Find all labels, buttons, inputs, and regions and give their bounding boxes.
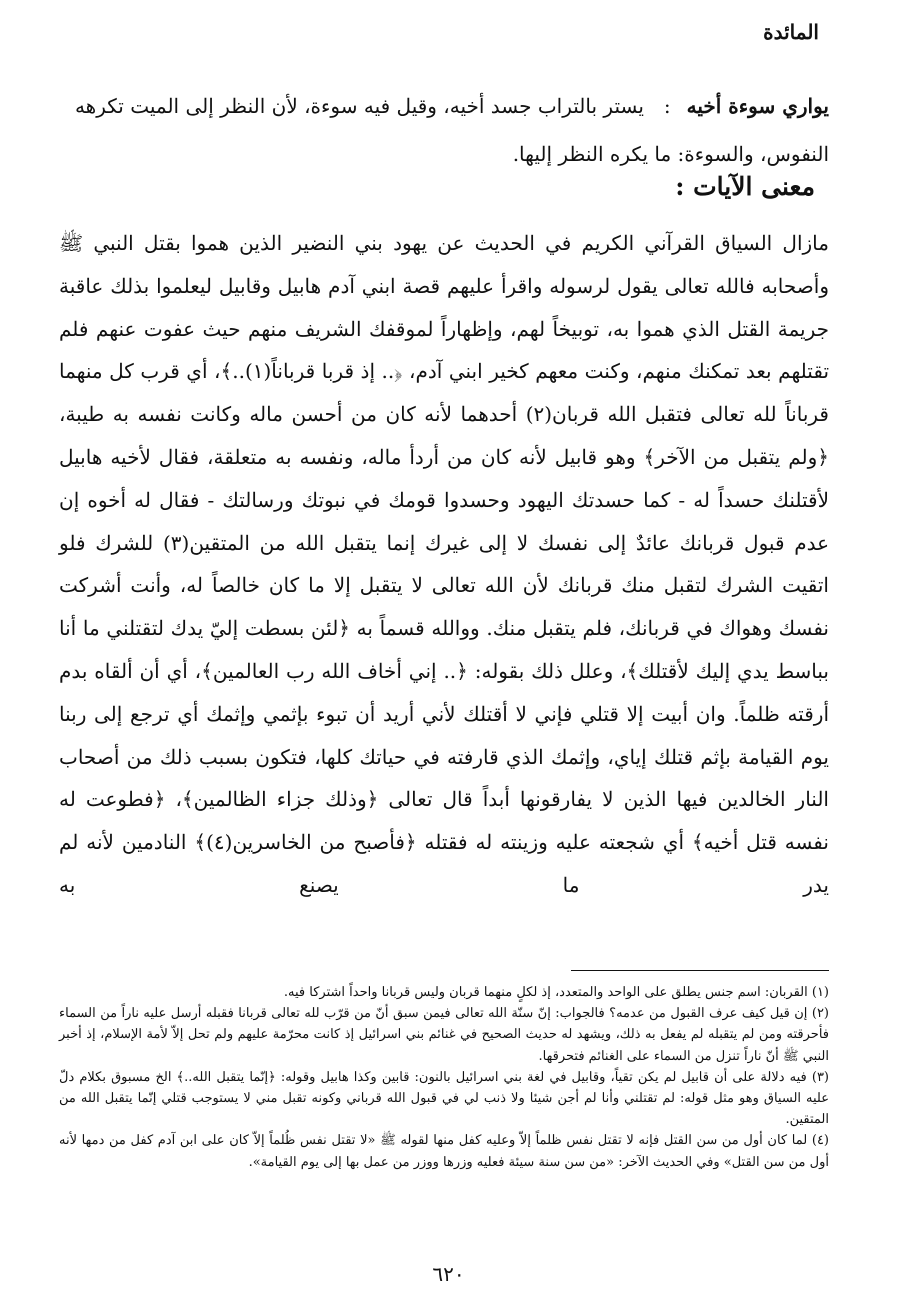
footnotes <box>59 982 829 1173</box>
section-heading: معنى الآيات : <box>675 172 815 201</box>
footnote-4: (٤) لما كان أول من سن القتل فإنه لا تقتل نفس ظلماً إلاّ وعليه كفل منها لقوله ﷺ «لا تقتل نفس ظُلماً إلاّ كان على ابن آدم كفل من دمها لأنه أول من سن القتل» وفي الحديث الآخر: «من سن سنة سيئة فعليه وزرها ووزر من عمل بها إلى يوم القيامة». <box>59 1133 829 1170</box>
page-number: ٦٢٠ <box>432 1262 465 1286</box>
footnote-2: (٢) إن قيل كيف عرف القبول من عدمه؟ فالجواب: إنّ سنّة الله تعالى فيمن سبق أنّ من قرّب لله تعالى قربانا فقبله أرسل عليه ناراً من السماء فأحرقته ومن لم يتقبله لم يفعل به ذلك، ويشهد له حديث الصحيح في غنائم بني اسرائيل إذ كانت محرّمة عليهم ولم تحل إلاّ لأمة الإسلام، إذ أخبر النبي ﷺ أنّ ناراً تنزل من السماء على الغنائم فتحرقها. <box>59 1006 829 1064</box>
gloss-definition: يستر بالتراب جسد أخيه، وقيل فيه سوءة، لأن النظر إلى الميت تكرهه النفوس، والسوءة: ما يكره النظر إليها. <box>74 94 829 166</box>
body-paragraph: مازال السياق القرآني الكريم في الحديث عن يهود بني النضير الذين هموا بقتل النبي ﷺ وأصحابه فالله تعالى يقول لرسوله واقرأ عليهم قصة ابني آدم هابيل وقابيل ليعلموا بذلك عاقبة جريمة القتل الذي هموا به، توبيخاً لهم، وإظهاراً لموقفك الشريف منهم حيث عفوت عنهم فلم تقتلهم بعد تمكنك منهم، وكنت معهم كخير ابني آدم، ﴿.. إذ قربا قرباناً(١)..﴾، أي قرب كل منهما قرباناً لله تعالى فتقبل الله قربان(٢) أحدهما لأنه كان من أحسن ماله وكانت نفسه به طيبة، ﴿ولم يتقبل من الآخر﴾ وهو قابيل لأنه كان من أردأ ماله، ونفسه به متعلقة، فقال لأخيه هابيل لأقتلنك حسداً له - كما حسدتك اليهود وحسدوا قومك في نبوتك ورسالتك - فقال له أخوه إن عدم قبول قربانك عائدٌ إلى نفسك لا إلى غيرك إنما يتقبل الله من المتقين(٣) للشرك فلو اتقيت الشرك لتقبل منك قربانك لأن الله تعالى لا يتقبل إلا ما كان خالصاً له، وأنت أشركت نفسك وهواك في قربانك، فلم يتقبل منك. ووالله قسماً به ﴿لئن بسطت إليّ يدك لتقتلني ما أنا بباسط يدي إليك لأقتلك﴾، وعلل ذلك بقوله: ﴿.. إني أخاف الله رب العالمين﴾، أي أن ألقاه بدم أرقته ظلماً. وان أبيت إلا قتلي فإني لا أقتلك لأني أريد أن تبوء بإثمي وإثمك أي ترجع إلى ربنا يوم القيامة بإثم قتلك إياي، وإثمك الذي قارفته في حياتك كلها، فتكون بسبب ذلك من أصحاب النار الخالدين فيها الذين لا يفارقونها أبداً قال تعالى ﴿وذلك جزاء الظالمين﴾، ﴿فطوعت له نفسه قتل أخيه﴾ أي شجعته عليه وزينته له فقتله ﴿فأصبح من الخاسرين(٤)﴾ النادمين لأنه لم يدر ما يصنع به <box>59 231 830 897</box>
footnote-3: (٣) فيه دلالة على أن قابيل لم يكن تقياً، وقابيل في لغة بني اسرائيل بالنون: قابين وكذا هابيل وقوله: ﴿إنّما يتقبل الله..﴾ الخ مسبوق بكلام دلّ عليه السياق وهو مثل قوله: لم تقتلني وأنا لم أجن شيئا ولا ذنب لي في قبول الله قرباني وكونه تقبل مني لا يستوجب قتلي إنّما يتقبل الله من المتقين. <box>59 1069 829 1128</box>
gloss-colon: : <box>663 94 671 118</box>
gloss-term: يواري سوءة أخيه <box>686 94 829 118</box>
commentary-body <box>59 222 829 907</box>
footnote-rule <box>571 970 829 971</box>
running-head: المائدة <box>763 20 819 44</box>
footnote-1: (١) القربان: اسم جنس يطلق على الواحد والمتعدد، إذ لكلٍ منهما قربان وليس قربانا واحداً اشتركا فيه. <box>283 985 829 1000</box>
gloss-entry <box>59 82 829 178</box>
